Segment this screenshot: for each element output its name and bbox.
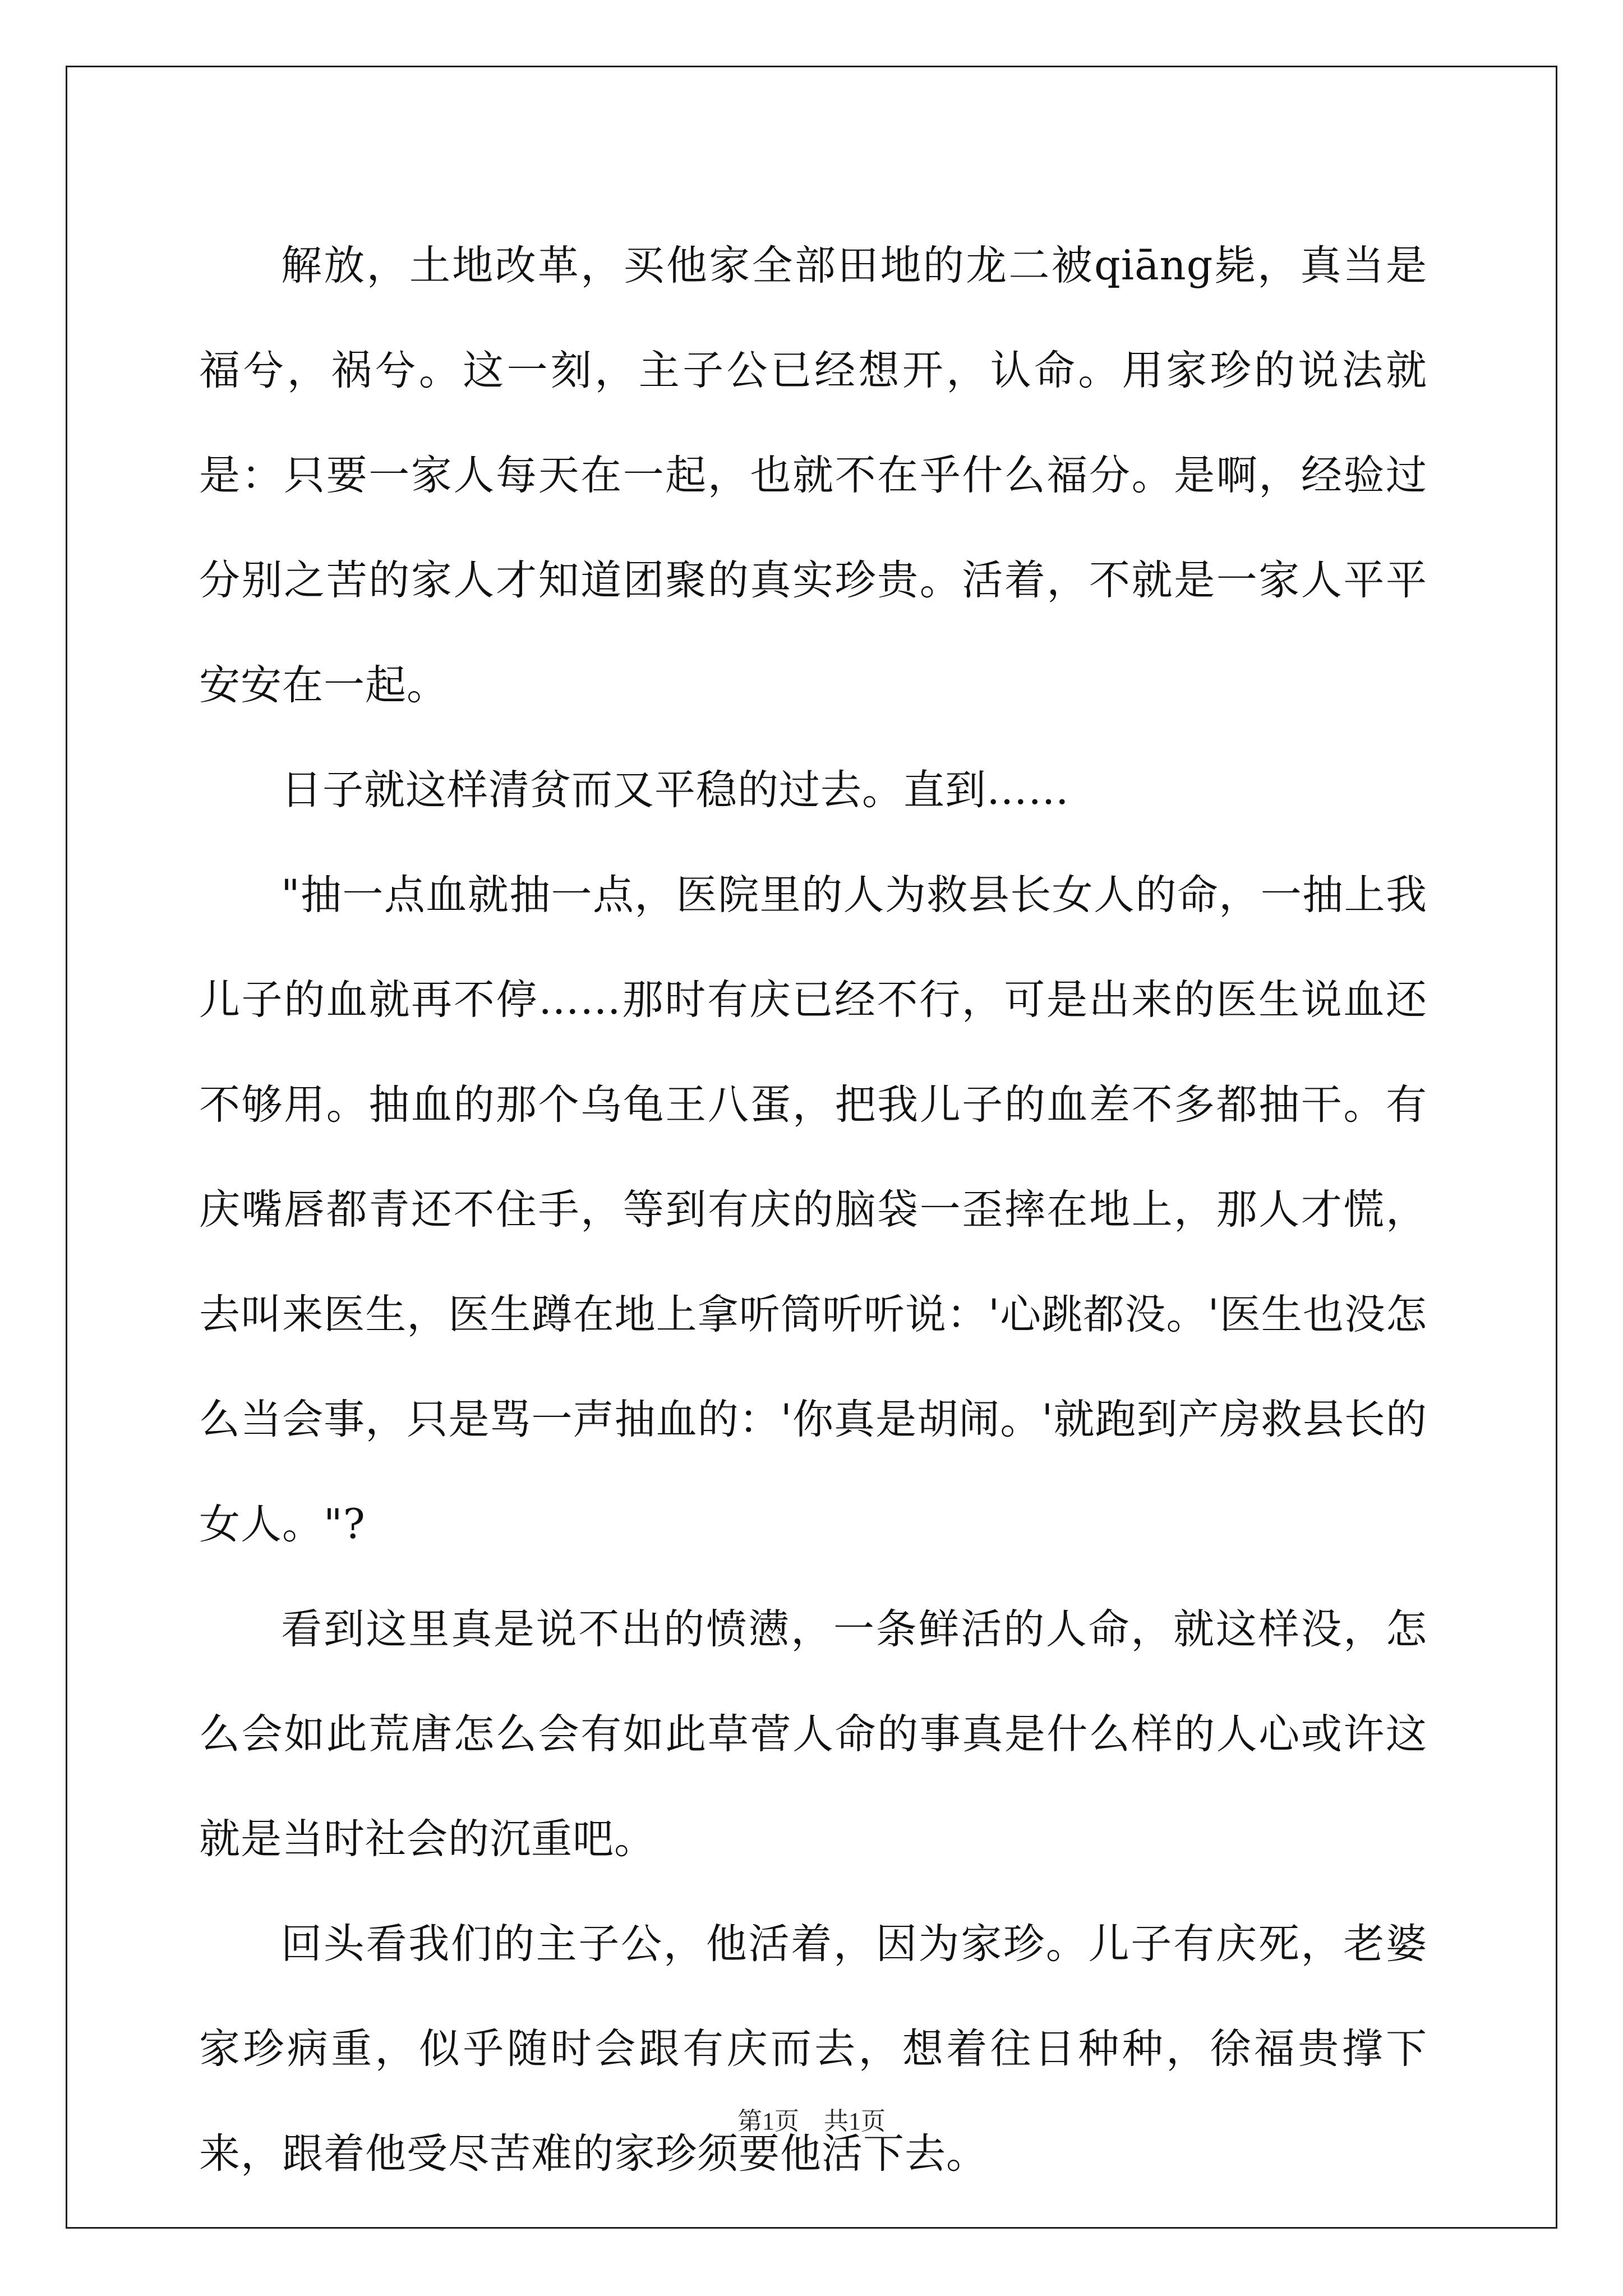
paragraph: 看到这里真是说不出的愤懑，一条鲜活的人命，就这样没，怎么会如此荒唐怎么会有如此草菅人命的事真是什么样的人心或许这就是当时社会的沉重吧。 [199,1605,1427,1863]
document-body [199,213,1427,2206]
paragraph: 日子就这样清贫而又平稳的过去。直到…… [281,766,1069,814]
page-footer: 第1页 共1页 [737,2108,886,2135]
paragraph: 回头看我们的主子公，他活着，因为家珍。儿子有庆死，老婆家珍病重，似乎随时会跟有庆而去，想着往日种种，徐福贵撑下来，跟着他受尽苦难的家珍须要他活下去。 [199,1920,1427,2178]
paragraph: "抽一点血就抽一点，医院里的人为救县长女人的命，一抽上我儿子的血就再不停……那时有庆已经不行，可是出来的医生说血还不够用。抽血的那个乌龟王八蛋，把我儿子的血差不多都抽干。有庆嘴唇都青还不住手，等到有庆的脑袋一歪摔在地上，那人才慌，去叫来医生，医生蹲在地上拿听筒听听说：'心跳都没。'医生也没怎么当会事，只是骂一声抽血的：'你真是胡闹。'就跑到产房救县长的女人。"? [199,871,1427,1548]
paragraph: 解放，土地改革，买他家全部田地的龙二被qiāng毙，真当是福兮，祸兮。这一刻，主子公已经想开，认命。用家珍的说法就是：只要一家人每天在一起，也就不在乎什么福分。是啊，经验过分别之苦的家人才知道团聚的真实珍贵。活着，不就是一家人平平安安在一起。 [199,242,1427,709]
